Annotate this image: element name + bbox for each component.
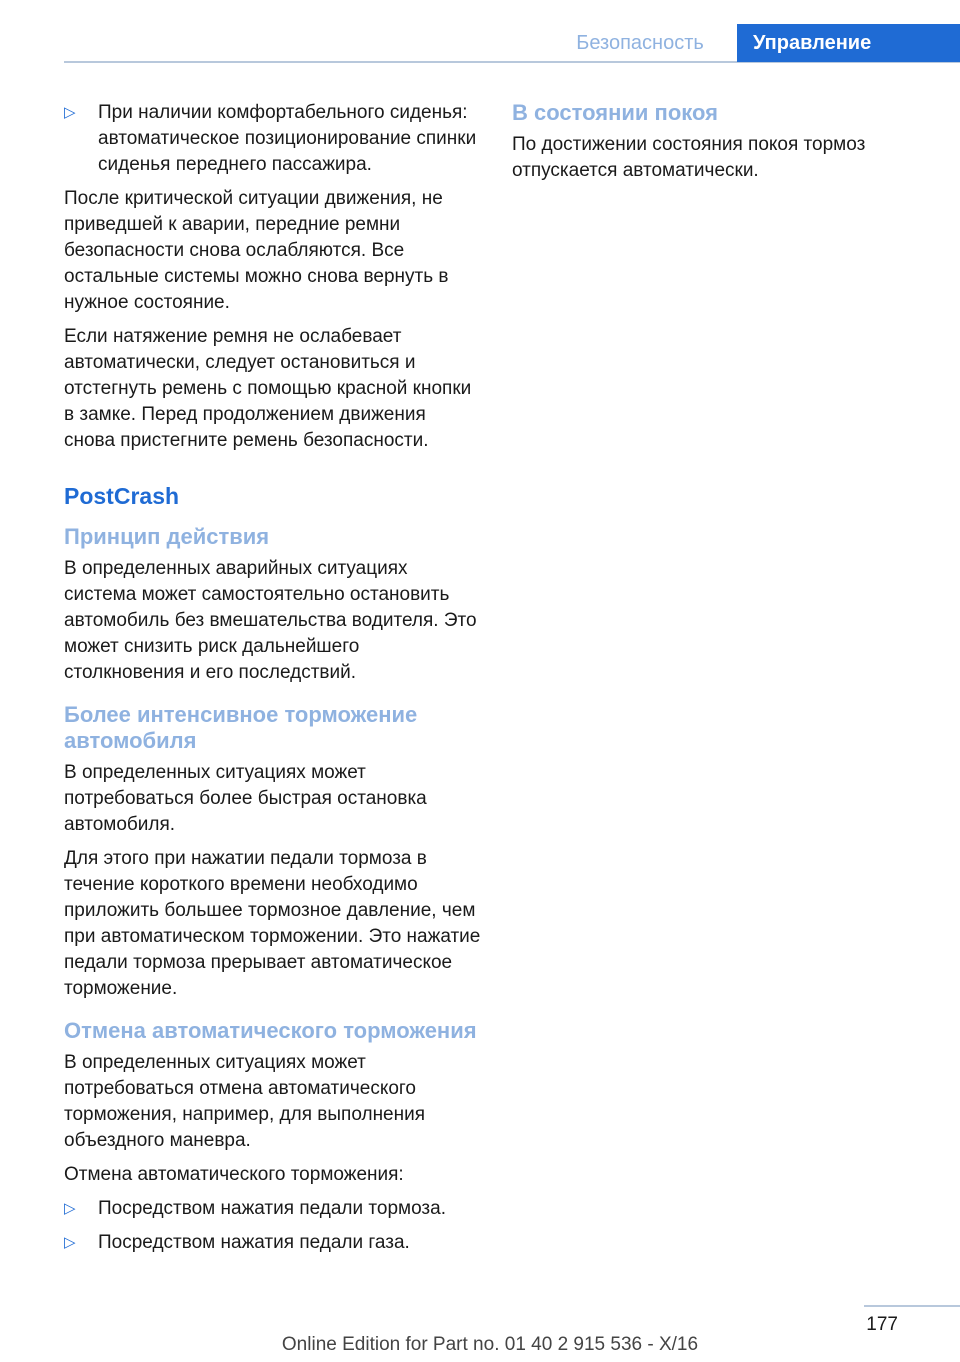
- right-column: [512, 100, 930, 192]
- triangle-bullet-icon: ▷: [64, 1234, 76, 1251]
- list-item: [64, 100, 482, 178]
- list-item: [64, 1230, 482, 1256]
- paragraph: После критической ситуации движения, не приведшей к аварии, передние ремни безопасности снова ослабляются. Все остальные системы можно снова вернуть в нужное состояние.: [64, 188, 449, 313]
- paragraph: По достижении состояния покоя тормоз отпускается автоматически.: [512, 134, 866, 181]
- edition-footer: Online Edition for Part no. 01 40 2 915 536 - X/16: [281, 1334, 699, 1355]
- left-column: [64, 100, 482, 1264]
- paragraph: В определенных ситуациях может потребоваться отмена автоматического торможения, например, для выполнения объездного маневра.: [64, 1052, 426, 1151]
- subheading: В состоянии покоя: [512, 100, 718, 125]
- page-number: 177: [866, 1314, 898, 1335]
- paragraph: Для этого при нажатии педали тормоза в течение короткого времени необходимо приложить большее тормозное давление, чем при автоматическом торможении. Это нажатие педали тормоза прерывает автоматическое торможение.: [64, 848, 481, 999]
- section-title: PostCrash: [64, 483, 180, 509]
- tab-safety[interactable]: Безопасность: [576, 32, 704, 54]
- paragraph: Если натяжение ремня не ослабевает автоматически, следует остановиться и отстегнуть ремень с помощью красной кнопки в замке. Перед продолжением движения снова пристегните ремень безопасности.: [64, 326, 472, 451]
- list-item-text: При наличии комфортабельного сиденья: автоматическое позиционирование спинки сиденья переднего пассажира.: [98, 102, 477, 175]
- paragraph: В определенных ситуациях может потребоваться более быстрая остановка автомобиля.: [64, 762, 427, 835]
- subheading: Отмена автоматического торможения: [64, 1018, 477, 1043]
- subheading: Принцип действия: [64, 524, 270, 549]
- triangle-bullet-icon: ▷: [64, 104, 76, 121]
- list-item-text: Посредством нажатия педали тормоза.: [98, 1198, 446, 1219]
- triangle-bullet-icon: ▷: [64, 1200, 76, 1217]
- tab-controls[interactable]: Управление: [737, 24, 960, 62]
- list-item: [64, 1196, 482, 1222]
- paragraph: Отмена автоматического торможения:: [64, 1164, 404, 1185]
- paragraph: В определенных аварийных ситуациях система может самостоятельно остановить автомобиль без вмешательства водителя. Это может снизить риск дальнейшего столкновения и его последствий.: [64, 558, 477, 683]
- list-item-text: Посредством нажатия педали газа.: [98, 1232, 410, 1253]
- subheading: Более интенсивное торможение автомобиля: [64, 702, 418, 753]
- footer-rule: [864, 1305, 960, 1307]
